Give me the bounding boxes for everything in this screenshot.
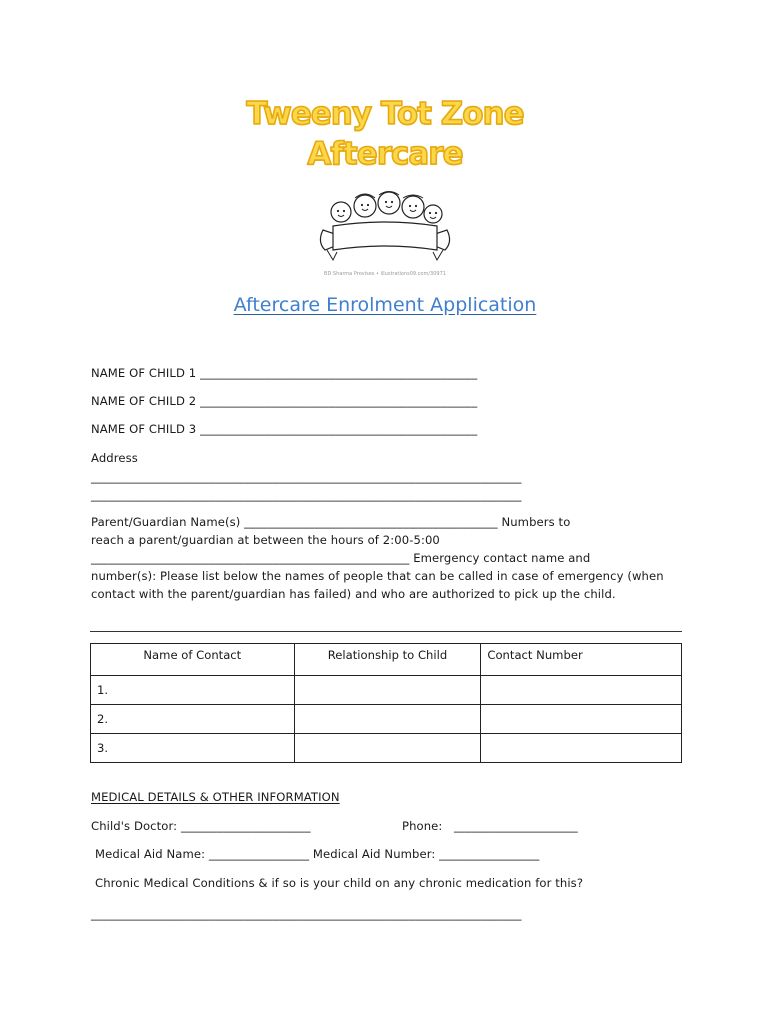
- phone-label: Phone:: [402, 819, 443, 833]
- emergency-contacts-table: [90, 643, 682, 763]
- child-2-field[interactable]: NAME OF CHILD 2 _______________________________________________: [91, 394, 478, 408]
- chronic-conditions-label: Chronic Medical Conditions & if so is your child on any chronic medication for this?: [95, 876, 584, 890]
- table-row: [91, 734, 682, 763]
- table-header-row: [91, 644, 682, 676]
- divider: [90, 631, 682, 632]
- title-line-1: Tweeny Tot Zone: [246, 96, 524, 132]
- doctor-field[interactable]: Child's Doctor: ______________________: [91, 819, 311, 833]
- child-3-field[interactable]: NAME OF CHILD 3 _______________________________________________: [91, 422, 478, 436]
- contact-number-cell[interactable]: [481, 676, 682, 705]
- parent-guardian-line[interactable]: Parent/Guardian Name(s) ___________________________________________ Numbers to: [91, 515, 571, 529]
- numbers-field[interactable]: ______________________________________________________ Emergency contact name and: [91, 551, 591, 565]
- title-line-2: Aftercare: [307, 136, 463, 172]
- parent-hours-text: reach a parent/guardian at between the hours of 2:00-5:00: [91, 533, 440, 547]
- table-row: [91, 705, 682, 734]
- medical-heading: MEDICAL DETAILS & OTHER INFORMATION: [91, 790, 340, 804]
- phone-field[interactable]: _____________________: [454, 819, 578, 833]
- contact-number-cell[interactable]: [481, 734, 682, 763]
- row-number[interactable]: 2.: [91, 705, 295, 734]
- chronic-conditions-field[interactable]: _________________________________________________________________________: [91, 907, 522, 921]
- contact-number-cell[interactable]: [481, 705, 682, 734]
- header-name-of-contact: Name of Contact: [91, 644, 295, 676]
- relationship-cell[interactable]: [294, 676, 481, 705]
- form-title: Aftercare Enrolment Application: [233, 294, 537, 316]
- row-number[interactable]: 3.: [91, 734, 295, 763]
- address-field-2[interactable]: _________________________________________________________________________: [91, 488, 522, 502]
- header-contact-number: Contact Number: [481, 644, 682, 676]
- header-relationship: Relationship to Child: [294, 644, 481, 676]
- emergency-instructions-1: number(s): Please list below the names of people that can be called in case of emergency (when: [91, 569, 664, 583]
- table-row: [91, 676, 682, 705]
- children-banner-illustration: [315, 190, 455, 270]
- emergency-instructions-2: contact with the parent/guardian has failed) and who are authorized to pick up the child.: [91, 587, 616, 601]
- address-field-1[interactable]: _________________________________________________________________________: [91, 470, 522, 484]
- image-credit: BD Sharma Provises • illustrations09.com/30971: [324, 271, 446, 277]
- child-1-field[interactable]: NAME OF CHILD 1 _______________________________________________: [91, 366, 478, 380]
- relationship-cell[interactable]: [294, 705, 481, 734]
- medical-aid-field[interactable]: Medical Aid Name: _________________ Medical Aid Number: _________________: [95, 847, 540, 861]
- relationship-cell[interactable]: [294, 734, 481, 763]
- address-label: Address: [91, 451, 138, 465]
- row-number[interactable]: 1.: [91, 676, 295, 705]
